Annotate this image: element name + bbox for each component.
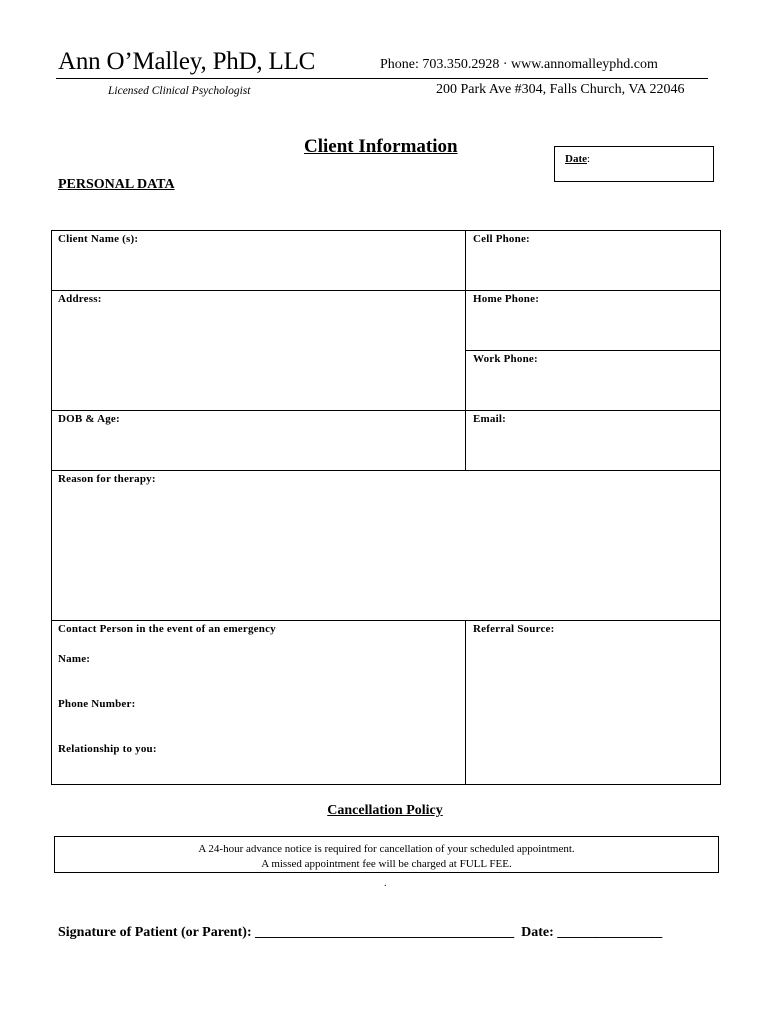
cancellation-line-1: A 24-hour advance notice is required for cancellation of your scheduled appointment. (198, 843, 575, 855)
referral-source-label: Referral Source: (473, 623, 555, 635)
practice-subtitle: Licensed Clinical Psychologist (108, 85, 251, 97)
work-phone-label: Work Phone: (473, 353, 538, 365)
emergency-phone-label: Phone Number: (58, 698, 136, 710)
address-label: Address: (58, 293, 102, 305)
personal-data-table (51, 230, 721, 785)
cell-phone-label: Cell Phone: (473, 233, 530, 245)
work-phone-field[interactable] (466, 351, 720, 410)
emergency-name-label: Name: (58, 653, 91, 665)
email-label: Email: (473, 413, 506, 425)
date-label: Date: (565, 153, 591, 165)
section-title: PERSONAL DATA (58, 177, 175, 192)
reason-for-therapy-field[interactable] (52, 471, 720, 620)
stray-dot: . (384, 878, 387, 889)
address-field[interactable] (52, 291, 465, 410)
cancellation-line-2: A missed appointment fee will be charged at FULL FEE. (261, 858, 512, 870)
header-divider (56, 78, 708, 79)
home-phone-field[interactable] (466, 291, 720, 350)
cancellation-policy-box (54, 836, 719, 873)
form-title: Client Information (304, 136, 458, 157)
signature-line[interactable]: Signature of Patient (or Parent): _____________________________________ Date: _______________ (58, 925, 663, 940)
client-name-label: Client Name (s): (58, 233, 139, 245)
cancellation-title: Cancellation Policy (327, 803, 443, 818)
practice-address: 200 Park Ave #304, Falls Church, VA 22046 (436, 82, 685, 97)
home-phone-label: Home Phone: (473, 293, 540, 305)
emergency-contact-field[interactable] (52, 621, 465, 784)
practice-name: Ann O’Malley, PhD, LLC (58, 48, 316, 75)
dob-age-field[interactable] (52, 411, 465, 470)
dob-age-label: DOB & Age: (58, 413, 120, 425)
email-field[interactable] (466, 411, 720, 470)
referral-source-field[interactable] (466, 621, 720, 784)
contact-line: Phone: 703.350.2928 · www.annomalleyphd.com (380, 57, 658, 72)
reason-label: Reason for therapy: (58, 473, 156, 485)
date-field[interactable] (554, 146, 714, 182)
relationship-label: Relationship to you: (58, 743, 157, 755)
emergency-contact-label: Contact Person in the event of an emergency (58, 623, 276, 635)
cell-phone-field[interactable] (466, 231, 720, 290)
client-name-field[interactable] (52, 231, 465, 290)
